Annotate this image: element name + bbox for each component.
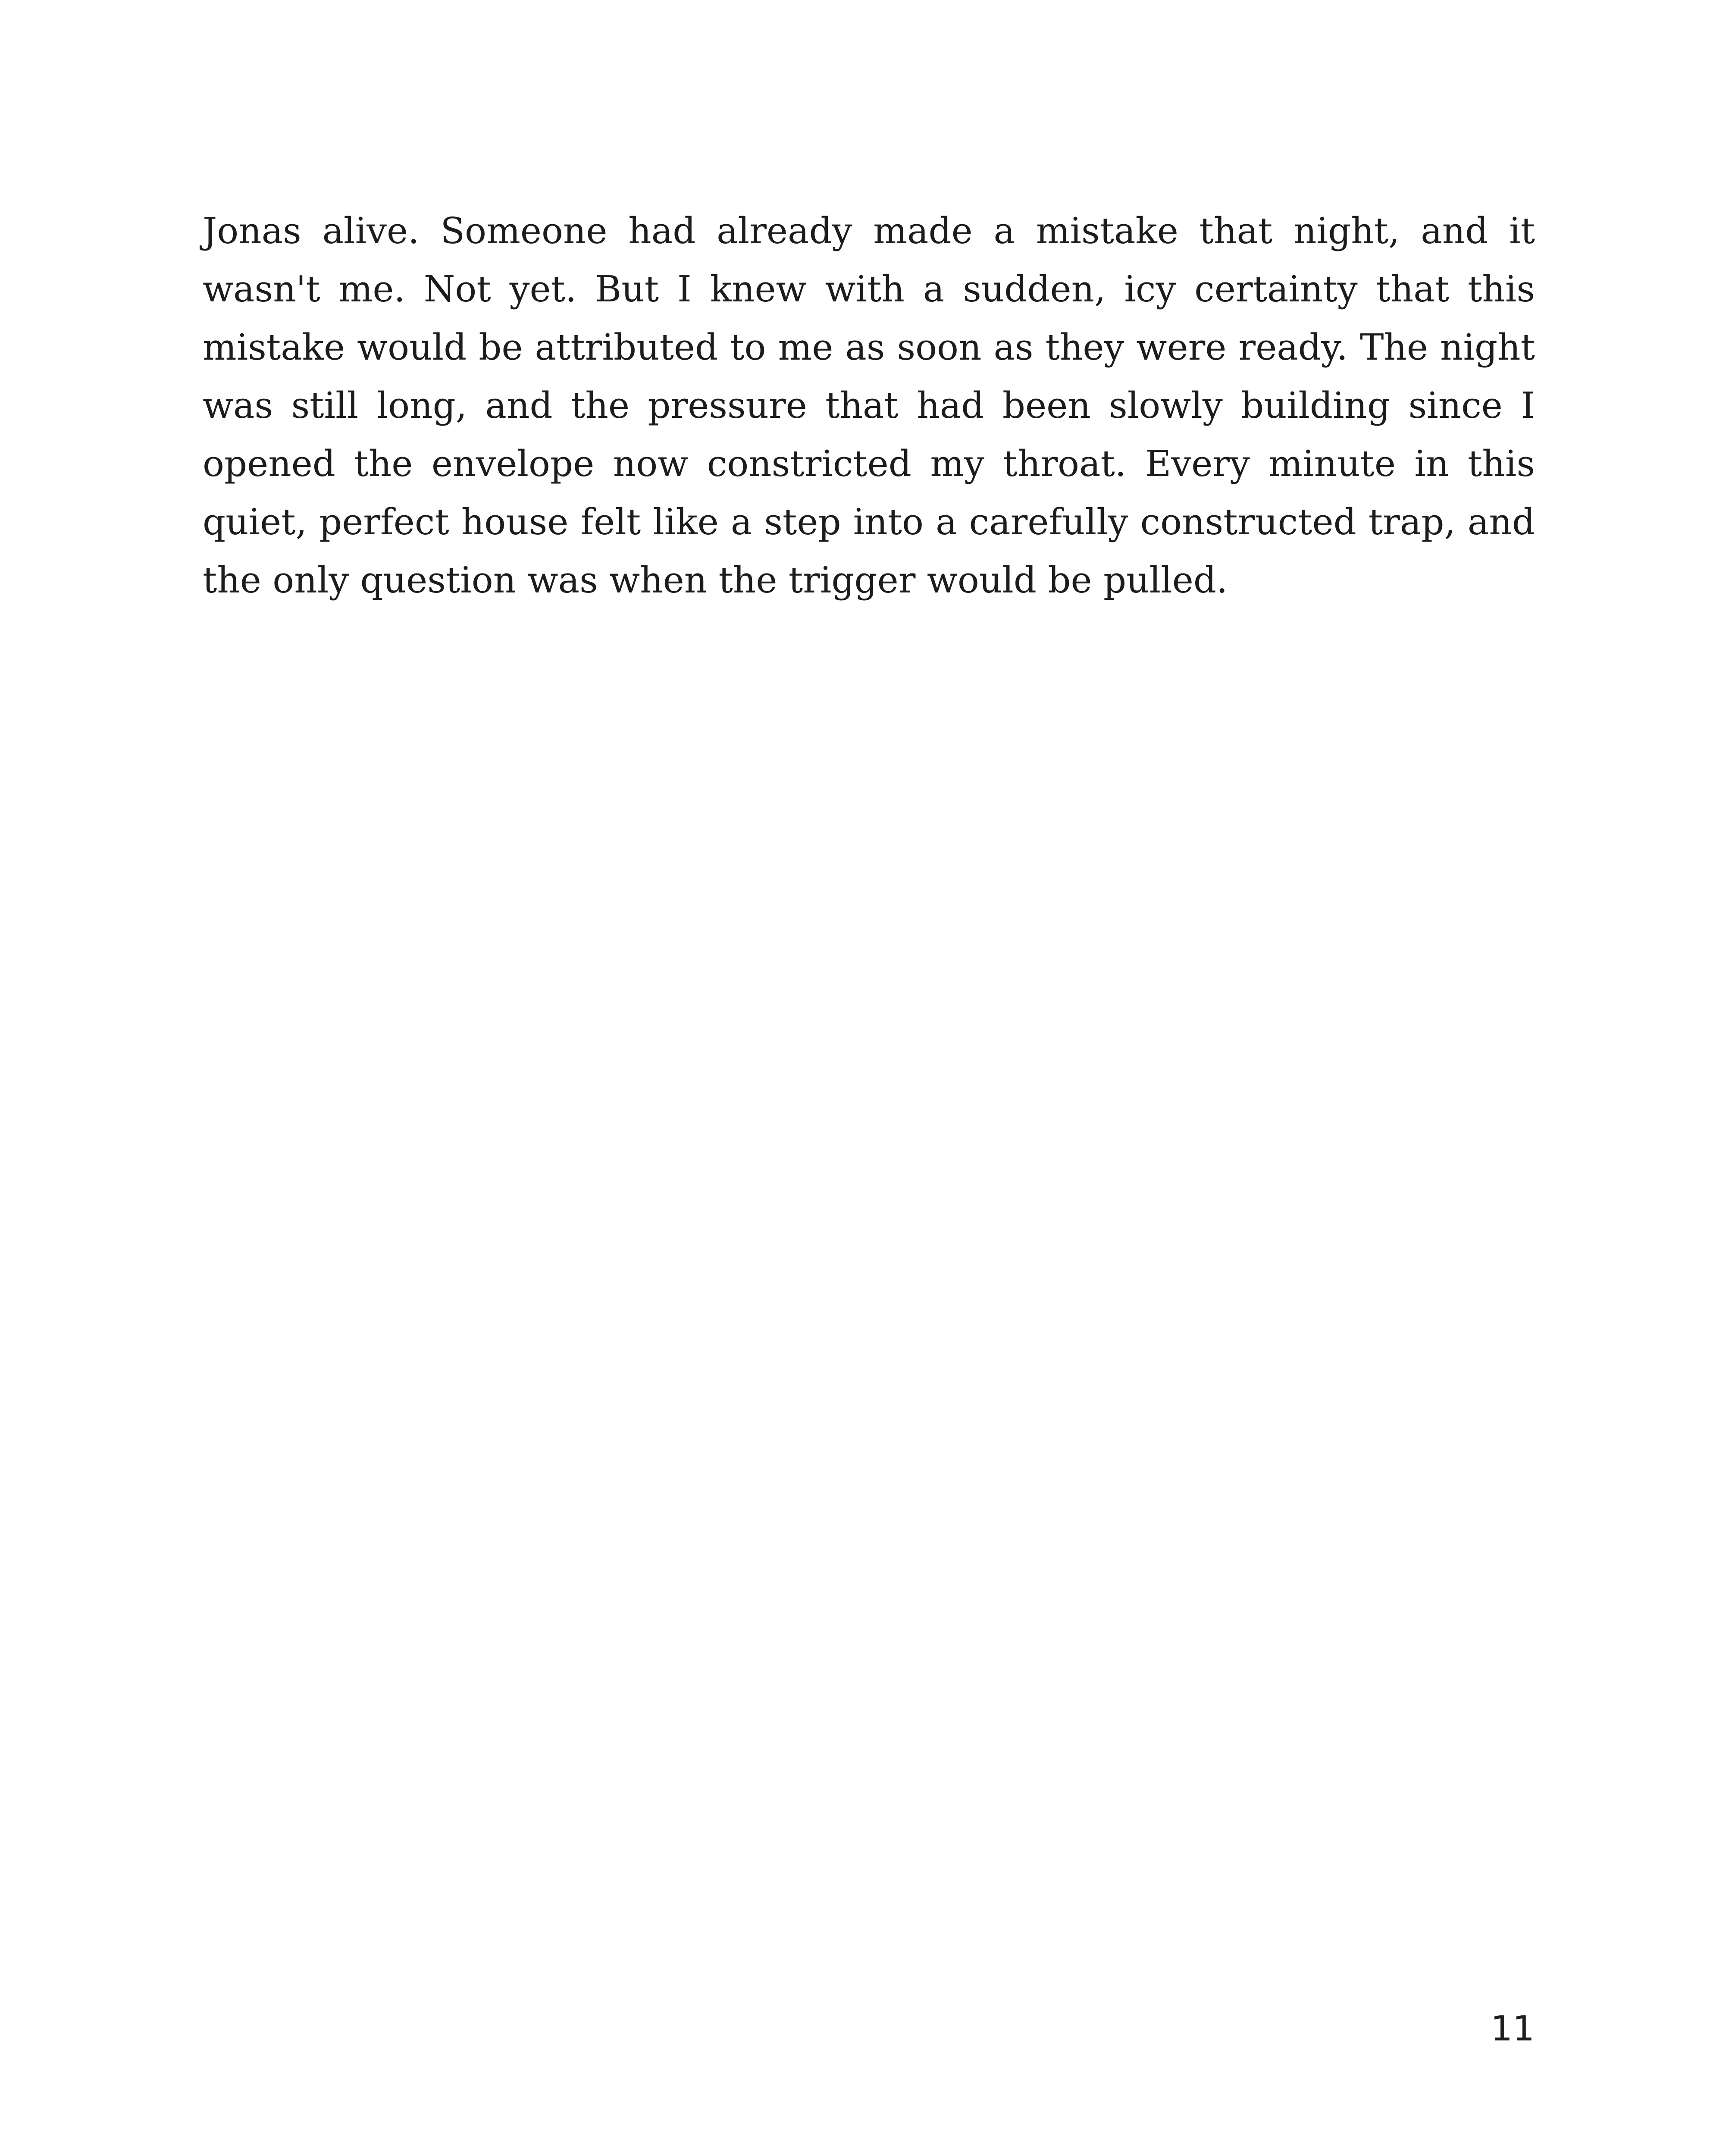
page-number: 11 [1491, 2009, 1535, 2049]
body-paragraph: Jonas alive. Someone had already made a mistake that night, and it wasn't me. Not yet. But I knew with a sudden, icy certainty that this mistake would be attributed to me as soon as they were ready. The night was still long, and the pressure that had been slowly building since I opened the envelope now constricted my throat. Every minute in this quiet, perfect house felt like a step into a carefully constructed trap, and the only question was when the trigger would be pulled. [203, 210, 1535, 601]
